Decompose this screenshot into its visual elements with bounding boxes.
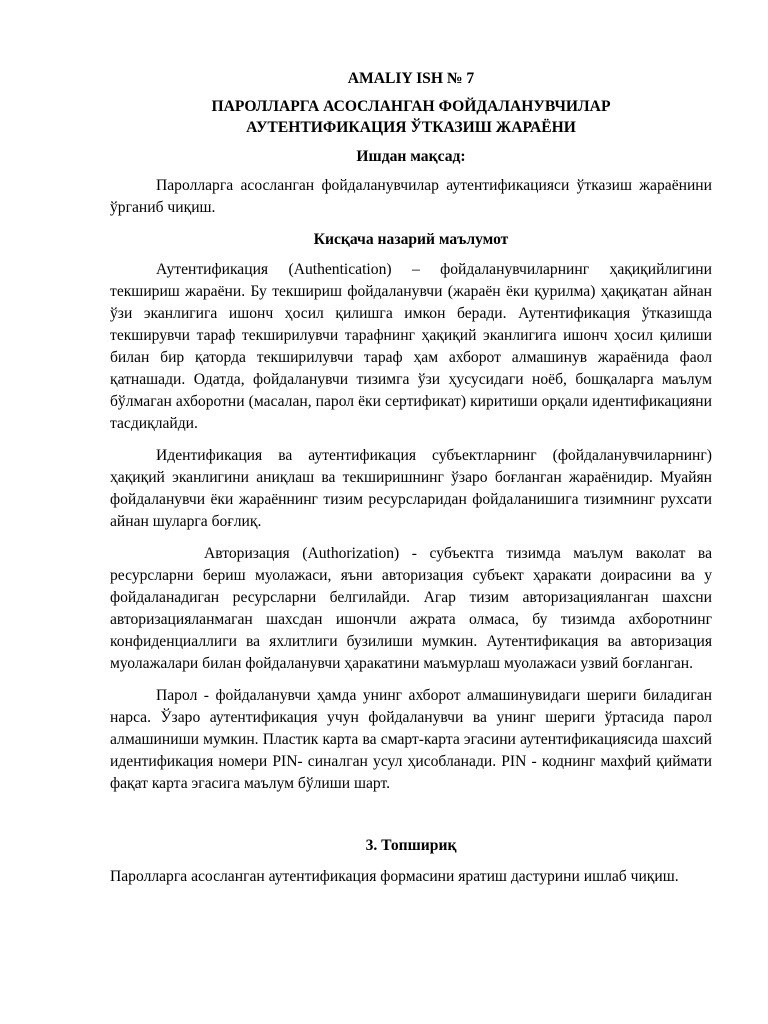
theory-heading: Кисқача назарий маълумот [313,231,509,248]
task-paragraph: Паролларга асосланган аутентификация формасини яратиш дастурини ишлаб чиқиш. [110,868,679,885]
subtitle-line-1: ПАРОЛЛАРГА АСОСЛАНГАН ФОЙДАЛАНУВЧИЛАР [211,98,611,115]
subtitle-line-2: АУТЕНТИФИКАЦИЯ ЎТКАЗИШ ЖАРАЁНИ [246,119,576,136]
document-page [110,68,712,888]
task-heading: 3. Топшириқ [365,837,457,854]
goal-heading: Ишдан мақсад: [356,148,466,165]
document-subtitle [110,96,712,138]
password-paragraph: Парол - фойдаланувчи ҳамда унинг ахборот алмашинувидаги шериги биладиган нарса. Ўзаро аутентификация учун фойдаланувчи ва унинг шериги ўртасида парол алмашиниши мумкин. Пластик карта ва смарт-карта эгасини аутентификациясида шахсий идентификация номери PIN- синалган усул ҳисобланади. PIN - коднинг махфий қиймати фақат карта эгасига маълум бўлиши шарт. [110,687,712,792]
authentication-paragraph: Аутентификация (Authentication) – фойдаланувчиларнинг ҳақиқийлигини текшириш жараёни. Бу текшириш фойдаланувчи (жараён ёки қурилма) ҳақиқатан айнан ўзи эканлигига ишонч ҳосил қилишга имкон беради. Аутентификация ўтказишда текширувчи тараф текширилувчи тарафнинг ҳақиқий эканлигига ишонч ҳосил қилиши билан бир қаторда текширилувчи тараф ҳам ахборот алмашинув жараёнида фаол қатнашади. Одатда, фойдаланувчи тизимга ўзи ҳусусидаги ноёб, бошқаларга маълум бўлмаган ахборотни (масалан, парол ёки сертификат) киритиши орқали идентификацияни тасдиқлайди. [110,261,712,432]
goal-paragraph: Паролларга асосланган фойдаланувчилар аутентификацияси ўтказиш жараёнини ўрганиб чиқиш. [110,177,712,216]
authorization-paragraph: Авторизация (Authorization) - субъектга тизимда маълум ваколат ва ресурсларни бериш муолажаси, яъни авторизация субъект ҳаракати доирасини ва у фойдаланадиган ресурсларни белгилайди. Агар тизим авторизацияланган шахсни авторизацияланмаган шахсдан ишончли ажрата олмаса, бу тизимда ахборотнинг конфиденциаллиги ва яхлитлиги бузилиши мумкин. Аутентификация ва авторизация муолажалари билан фойдаланувчи ҳаракатини маъмурлаш муолажаси узвий боғланган. [110,545,712,672]
identification-paragraph: Идентификация ва аутентификация субъектларнинг (фойдаланувчиларнинг) ҳақиқий эканлигини аниқлаш ва текширишнинг ўзаро боғланган жараёнидир. Муайян фойдаланувчи ёки жараённинг тизим ресурсларидан фойдаланишига тизимнинг рухсати айнан шуларга боғлиқ. [110,447,712,530]
document-title: AMALIY ISH № 7 [347,70,475,87]
